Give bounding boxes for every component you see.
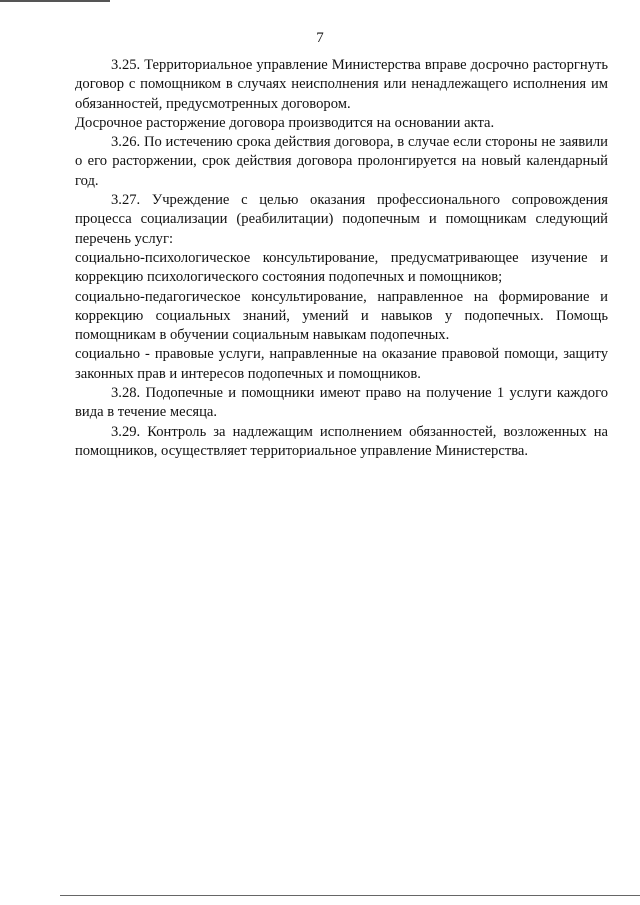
document-body [75,56,608,461]
paragraph-service-pedagogical: социально-педагогическое консультирование, направленное на формирование и коррекцию социальных знаний, умений и навыков у подопечных. Помощь помощникам в обучении социальным навыкам подопечных. [75,288,608,344]
paragraph-3-26: 3.26. По истечению срока действия договора, в случае если стороны не заявили о его расторжении, срок действия договора пролонгируется на новый календарный год. [75,134,608,189]
paragraph-service-psychological: социально-психологическое консультирование, предусматривающее изучение и коррекцию психологического состояния подопечных и помощников; [75,249,608,286]
page-number: 7 [316,30,324,46]
paragraph-3-28: 3.28. Подопечные и помощники имеют право на получение 1 услуги каждого вида в течение месяца. [75,385,608,421]
paragraph-service-legal: социально - правовые услуги, направленные на оказание правовой помощи, защиту законных прав и интересов подопечных и помощников. [75,346,608,382]
scan-edge-top [0,0,110,2]
paragraph-3-29: 3.29. Контроль за надлежащим исполнением обязанностей, возложенных на помощников, осуществляет территориальное управление Министерства. [75,423,608,459]
paragraph-3-27: 3.27. Учреждение с целью оказания профессионального сопровождения процесса социализации (реабилитации) подопечным и помощникам следующий перечень услуг: [75,192,608,247]
paragraph-3-25: 3.25. Территориальное управление Министерства вправе досрочно расторгнуть договор с помощником в случаях неисполнения или ненадлежащего исполнения им обязанностей, предусмотренных договором. [75,57,608,112]
paragraph-early-termination: Досрочное расторжение договора производится на основании акта. [75,114,495,131]
scan-edge-bottom [60,895,640,896]
